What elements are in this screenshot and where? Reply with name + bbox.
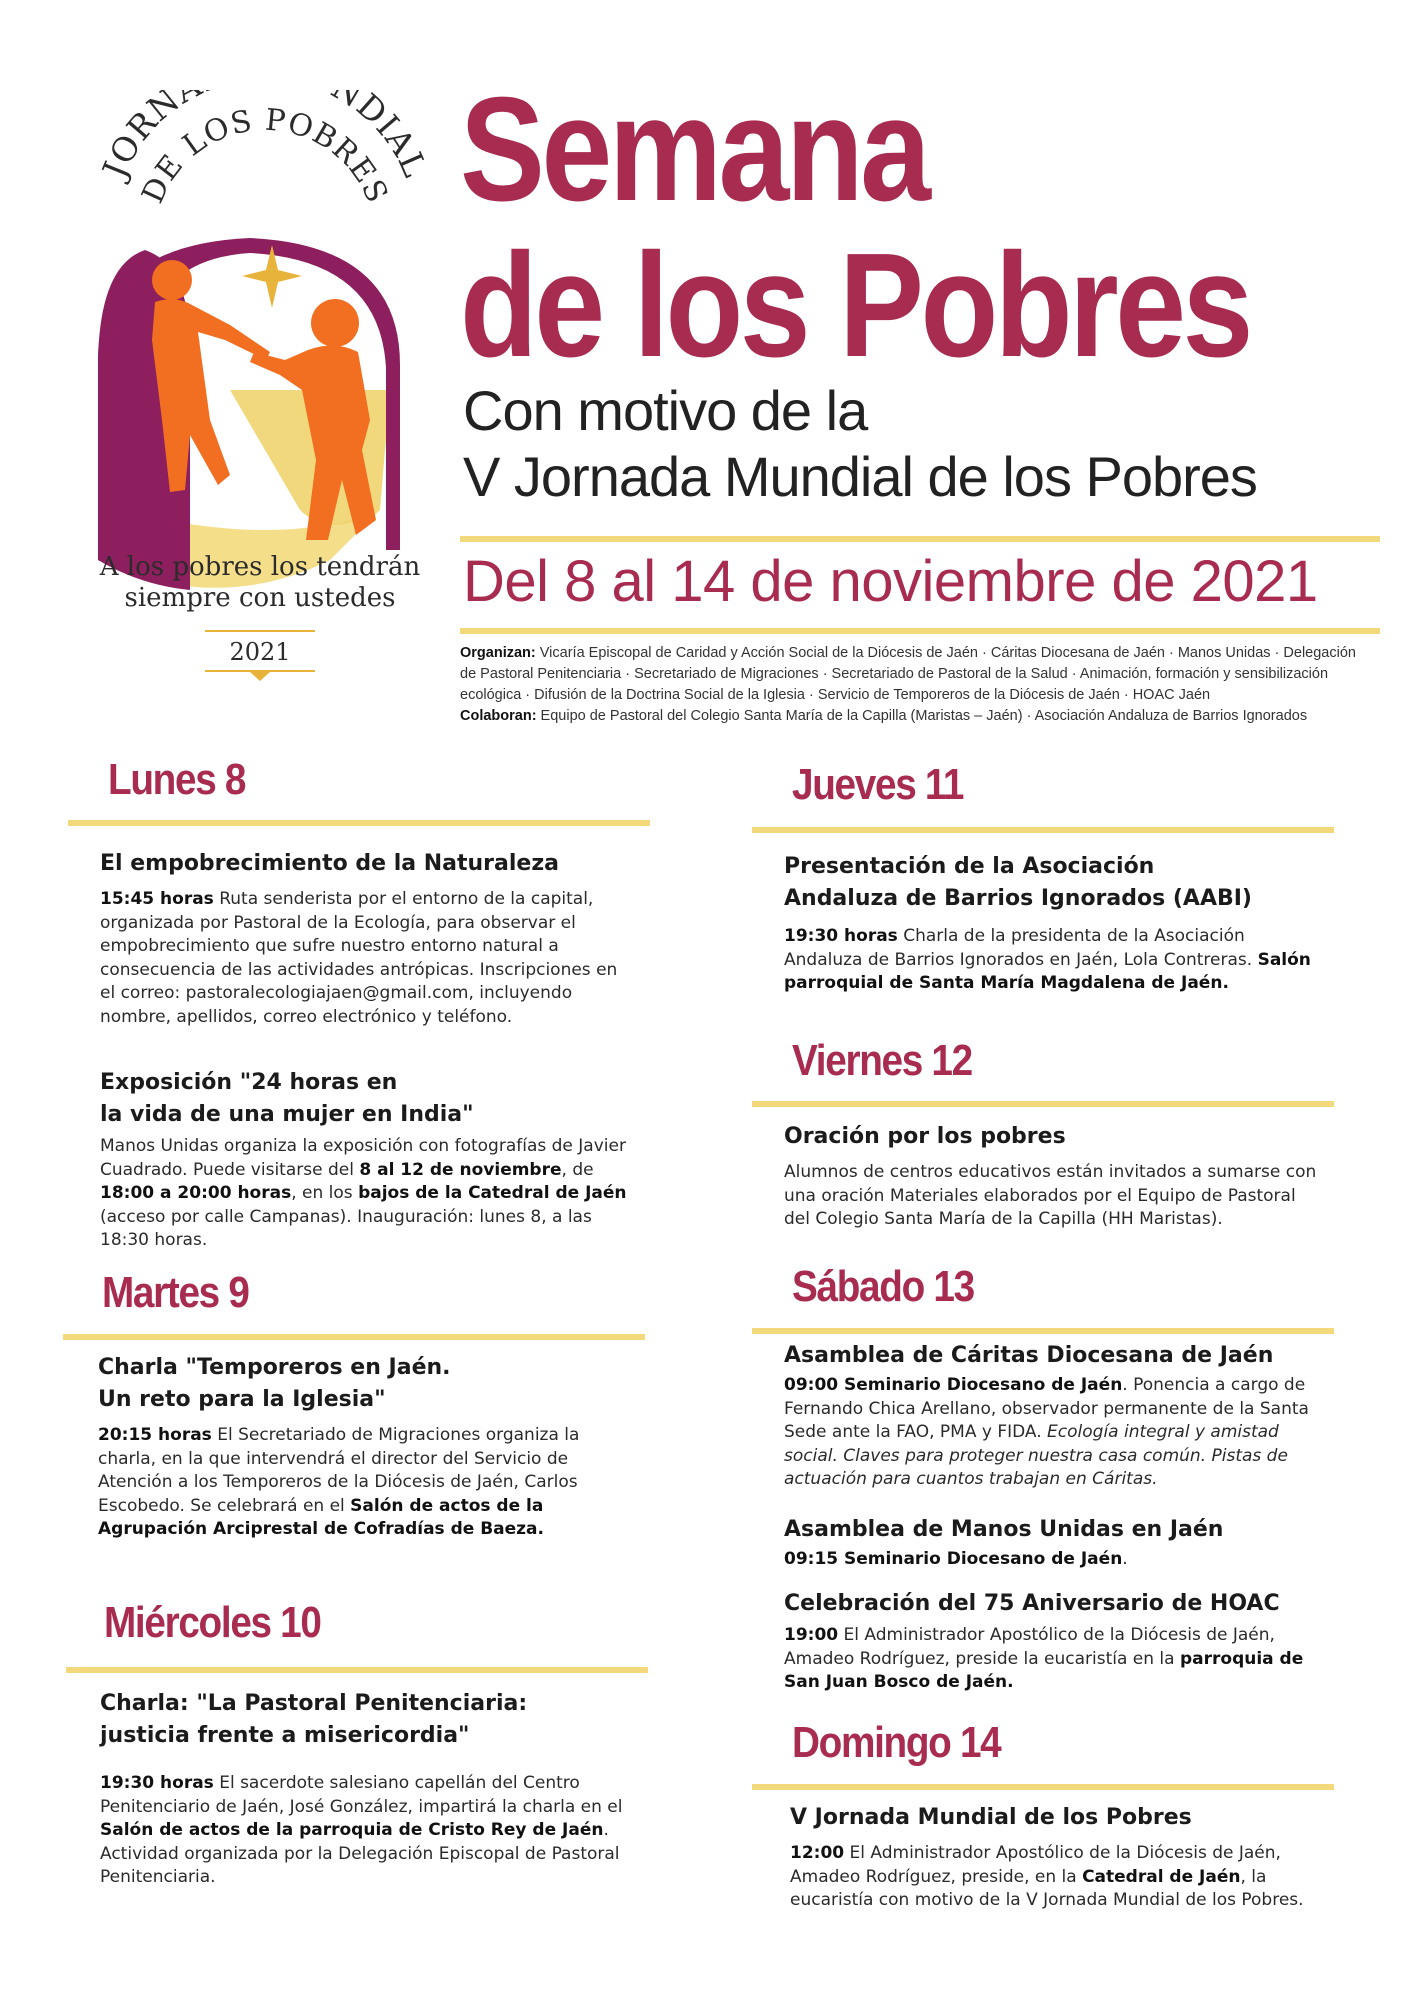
event-time: 19:00 bbox=[784, 1625, 839, 1645]
event-text: Manos Unidas organiza la exposición con fotografías de Javier Cuadrado. Puede visitarse del bbox=[100, 1136, 626, 1180]
event-description bbox=[100, 1772, 628, 1890]
event-text: El Administrador Apostólico de la Diócesis de Jaén, Amadeo Rodríguez, preside la eucaristía en la bbox=[784, 1625, 1275, 1669]
header-divider-top bbox=[460, 536, 1380, 542]
event-description bbox=[98, 1424, 628, 1542]
event-martes-1 bbox=[98, 1352, 628, 1542]
event-title-line1: Charla: "La Pastoral Penitenciaria: bbox=[100, 1691, 528, 1716]
logo-motto bbox=[80, 552, 440, 614]
logo-arc-text-1: JORN NDIAL bbox=[94, 90, 436, 184]
day-divider-lunes bbox=[68, 820, 650, 826]
day-heading-sabado: Sábado 13 bbox=[792, 1262, 974, 1311]
page-title-line2: de los Pobres bbox=[460, 223, 1250, 388]
event-description bbox=[784, 1624, 1326, 1695]
event-description bbox=[784, 1374, 1326, 1492]
event-description bbox=[784, 1161, 1326, 1232]
logo-motto-line1: A los pobres los tendrán bbox=[99, 552, 421, 582]
day-heading-domingo: Domingo 14 bbox=[792, 1718, 1001, 1767]
event-venue-bold: bajos de la Catedral de Jaén bbox=[358, 1183, 627, 1203]
event-title-line1: Presentación de la Asociación bbox=[784, 854, 1155, 879]
day-heading-viernes: Viernes 12 bbox=[792, 1036, 972, 1085]
event-venue-bold: Catedral de Jaén bbox=[1082, 1866, 1241, 1887]
event-description bbox=[784, 925, 1324, 996]
header-divider-bottom bbox=[460, 628, 1380, 634]
logo-year: 2021 bbox=[229, 638, 291, 666]
collaborators-text: Equipo de Pastoral del Colegio Santa María de la Capilla (Maristas – Jaén) · Asociación Andaluza de Barrios Ignorados bbox=[536, 708, 1308, 724]
event-text: . Actividad organizada por la Delegación Episcopal de Pastoral Penitenciaria. bbox=[100, 1820, 620, 1887]
event-domingo-1 bbox=[790, 1802, 1330, 1913]
logo-arc-text-2: DE LOS POBRES bbox=[135, 102, 395, 209]
event-sabado-3 bbox=[784, 1588, 1326, 1695]
day-divider-martes bbox=[63, 1334, 645, 1340]
day-divider-sabado bbox=[752, 1328, 1334, 1334]
event-time: 15:45 horas bbox=[100, 889, 214, 909]
event-title-line2: justicia frente a misericordia" bbox=[100, 1723, 470, 1748]
event-time: 19:30 horas bbox=[100, 1773, 214, 1793]
page-title-line1: Semana bbox=[460, 67, 928, 232]
event-italic-text: Ecología integral y amistad social. Claves para proteger nuestra casa común. Pistas de actuación para cuantos trabajan en Cáritas. bbox=[784, 1422, 1288, 1489]
logo-year-line bbox=[205, 630, 315, 632]
event-text: . bbox=[1122, 1549, 1128, 1569]
event-miercoles-1 bbox=[100, 1688, 628, 1890]
event-hours-bold: 18:00 a 20:00 horas bbox=[100, 1183, 292, 1203]
subtitle-line2: V Jornada Mundial de los Pobres bbox=[463, 445, 1257, 508]
organizers-text: Vicaría Episcopal de Caridad y Acción Social de la Diócesis de Jaén · Cáritas Diocesana de Jaén · Manos Unidas · Delegación de Pastoral Penitenciaria · Secretariado de Migraciones · Secretariado de Pastoral de la Salud · Animación, formación y sensibilización ecológica · Difusión de la Doctrina Social de la Iglesia · Servicio de Temporeros de la Diócesis de Jaén · HOAC Jaén bbox=[460, 645, 1356, 703]
collaborators-label: Colaboran: bbox=[460, 708, 537, 724]
day-divider-viernes bbox=[752, 1101, 1334, 1107]
event-title: Celebración del 75 Aniversario de HOAC bbox=[784, 1591, 1280, 1616]
event-description bbox=[790, 1842, 1330, 1913]
day-heading-lunes: Lunes 8 bbox=[108, 755, 246, 804]
event-text: Charla de la presidenta de la Asociación Andaluza de Barrios Ignorados en Jaén, Lola Contreras. bbox=[784, 926, 1258, 970]
day-divider-domingo bbox=[752, 1784, 1334, 1790]
event-lunes-1 bbox=[100, 848, 628, 1029]
event-text: (acceso por calle Campanas). Inauguración: lunes 8, a las 18:30 horas. bbox=[100, 1206, 592, 1250]
event-title-line2: la vida de una mujer en India" bbox=[100, 1102, 474, 1127]
event-viernes-1 bbox=[784, 1121, 1326, 1232]
event-sabado-2 bbox=[784, 1514, 1326, 1572]
event-dates-bold: 8 al 12 de noviembre bbox=[359, 1159, 562, 1180]
helper-figure bbox=[152, 260, 270, 492]
event-text: El Administrador Apostólico de la Diócesis de Jaén, Amadeo Rodríguez, preside, en la bbox=[790, 1843, 1281, 1887]
event-description bbox=[784, 1548, 1326, 1572]
event-text: , la eucaristía con motivo de la V Jornada Mundial de los Pobres. bbox=[790, 1866, 1304, 1910]
event-venue-bold: parroquia de San Juan Bosco de Jaén. bbox=[784, 1648, 1304, 1692]
event-logo bbox=[80, 90, 440, 690]
event-sabado-1 bbox=[784, 1340, 1326, 1492]
event-time: 20:15 horas bbox=[98, 1425, 212, 1445]
event-text: El sacerdote salesiano capellán del Centro Penitenciario de Jaén, José González, impartirá la charla en el bbox=[100, 1773, 623, 1817]
event-venue-bold: Salón de actos de la Agrupación Arciprestal de Cofradías de Baeza. bbox=[98, 1495, 544, 1539]
event-title: El empobrecimiento de la Naturaleza bbox=[100, 851, 559, 876]
event-text: Ruta senderista por el entorno de la capital, organizada por Pastoral de la Ecología, para observar el empobrecimiento que sufre nuestro entorno natural a consecuencia de las actividades antrópicas. Inscripciones en el correo: pastoralecologiajaen@gmail.com, incluyendo nombre, apellidos, correo electrónico y teléfono. bbox=[100, 889, 618, 1027]
event-text: El Secretariado de Migraciones organiza la charla, en la que intervendrá el director del Servicio de Atención a los Temporeros de la Diócesis de Jaén, Carlos Escobedo. Se celebrará en el bbox=[98, 1425, 580, 1516]
day-heading-jueves: Jueves 11 bbox=[792, 760, 964, 809]
subtitle-line1: Con motivo de la bbox=[463, 379, 868, 442]
day-heading-miercoles: Miércoles 10 bbox=[104, 1598, 321, 1647]
event-title-line1: Charla "Temporeros en Jaén. bbox=[98, 1355, 451, 1380]
event-title: Asamblea de Manos Unidas en Jaén bbox=[784, 1517, 1224, 1542]
event-title: Oración por los pobres bbox=[784, 1124, 1066, 1149]
event-time: 19:30 horas bbox=[784, 926, 898, 946]
event-dates: Del 8 al 14 de noviembre de 2021 bbox=[463, 549, 1318, 614]
event-venue-bold: 09:00 Seminario Diocesano de Jaén bbox=[784, 1375, 1123, 1395]
event-text: Alumnos de centros educativos están invitados a sumarse con una oración Materiales elaborados por el Equipo de Pastoral del Colegio Santa María de la Capilla (HH Maristas). bbox=[784, 1162, 1317, 1229]
logo-motto-line2: siempre con ustedes bbox=[124, 583, 396, 613]
event-text: , de bbox=[561, 1159, 594, 1180]
event-jueves-1 bbox=[784, 851, 1324, 996]
event-text: . Ponencia a cargo de Fernando Chica Arellano, observador permanente de la Santa Sede ante la FAO, PMA y FIDA. bbox=[784, 1375, 1309, 1442]
credits-block bbox=[460, 643, 1360, 727]
event-venue-bold: 09:15 Seminario Diocesano de Jaén bbox=[784, 1549, 1123, 1569]
event-time: 12:00 bbox=[790, 1843, 845, 1863]
logo-chevron-icon bbox=[250, 672, 270, 681]
day-divider-jueves bbox=[752, 827, 1334, 833]
event-venue-bold: Salón de actos de la parroquia de Cristo Rey de Jaén bbox=[100, 1820, 604, 1840]
organizers bbox=[460, 643, 1360, 706]
day-heading-martes: Martes 9 bbox=[102, 1268, 249, 1317]
event-description bbox=[100, 1135, 628, 1253]
event-text: , en los bbox=[291, 1183, 359, 1203]
event-description bbox=[100, 888, 628, 1029]
day-divider-miercoles bbox=[66, 1667, 648, 1673]
event-title-line1: Exposición "24 horas en bbox=[100, 1070, 398, 1095]
event-title-line2: Andaluza de Barrios Ignorados (AABI) bbox=[784, 886, 1252, 911]
collaborators bbox=[460, 706, 1360, 727]
organizers-label: Organizan: bbox=[460, 645, 536, 661]
event-title-line2: Un reto para la Iglesia" bbox=[98, 1387, 386, 1412]
event-title: Asamblea de Cáritas Diocesana de Jaén bbox=[784, 1343, 1274, 1368]
event-lunes-2 bbox=[100, 1067, 628, 1253]
event-venue-bold: Salón parroquial de Santa María Magdalena de Jaén. bbox=[784, 949, 1311, 993]
event-title: V Jornada Mundial de los Pobres bbox=[790, 1805, 1192, 1830]
